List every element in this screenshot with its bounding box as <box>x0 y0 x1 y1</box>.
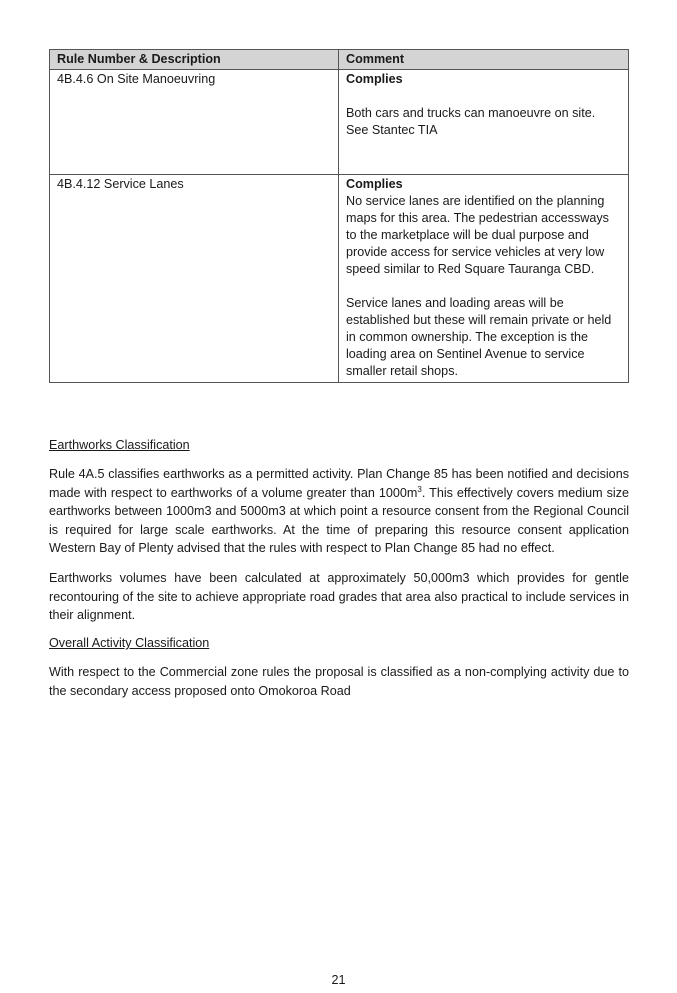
rule-cell: 4B.4.6 On Site Manoeuvring <box>50 70 339 175</box>
comment-paragraph: Service lanes and loading areas will be established but these will remain private or held in common ownership. The exception is the loading area on Sentinel Avenue to service smaller retail shops. <box>346 296 612 378</box>
page-number: 21 <box>331 973 346 987</box>
earthworks-paragraph-2: Earthworks volumes have been calculated at approximately 50,000m3 which provides for gentle recontouring of the site to achieve appropriate road grades that area also practical to include services in their alignment. <box>49 571 629 622</box>
comment-paragraph: Both cars and trucks can manoeuvre on site. See Stantec TIA <box>346 106 596 137</box>
earthworks-text-part: Rule 4A.5 classifies earthworks as a permitted activity. Plan Change 85 has been notified and decisions made with respect to earthworks of a volume greater than 1000m <box>49 467 629 500</box>
comment-cell <box>339 70 629 175</box>
superscript-3: 3 <box>417 484 422 494</box>
comment-cell <box>339 175 629 383</box>
table-row <box>50 70 629 175</box>
rules-table <box>49 49 629 383</box>
comment-paragraph: No service lanes are identified on the planning maps for this area. The pedestrian accessways to the marketplace will be dual purpose and provide access for service vehicles at very low speed similar to Red Square Tauranga CBD. <box>346 194 609 276</box>
comment-column-header: Comment <box>339 50 629 70</box>
overall-heading: Overall Activity Classification <box>49 636 210 650</box>
earthworks-text-part: . This effectively covers medium size earthworks between 1000m3 and 5000m3 at which point a resource consent from the Regional Council is required for large scale earthworks. At the time of preparing this resource consent application Western Bay of Plenty advised that the rules with respect to Plan Change 85 had no effect. <box>49 485 629 555</box>
table-row <box>50 175 629 383</box>
rule-column-header: Rule Number & Description <box>50 50 339 70</box>
compliance-status: Complies <box>346 177 403 191</box>
rule-cell: 4B.4.12 Service Lanes <box>50 175 339 383</box>
earthworks-paragraph-1 <box>49 465 629 558</box>
compliance-status: Complies <box>346 72 403 86</box>
table-header-row <box>50 50 629 70</box>
earthworks-heading: Earthworks Classification <box>49 438 190 452</box>
overall-paragraph: With respect to the Commercial zone rules the proposal is classified as a non-complying activity due to the secondary access proposed onto Omokoroa Road <box>49 665 629 698</box>
